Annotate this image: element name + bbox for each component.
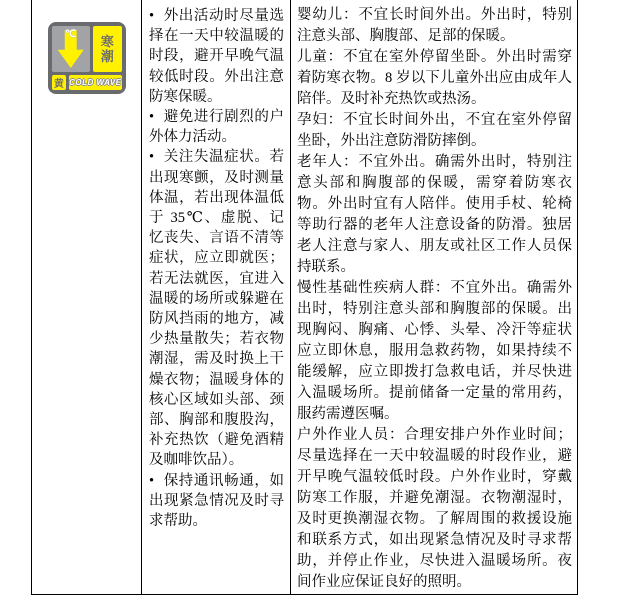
general-advice-text: 保持通讯畅通，如出现紧急情况及时寻求帮助。 (149, 472, 284, 530)
group-advice-paragraph (297, 47, 572, 110)
general-advice-text: 关注失温症状。若出现寒颤，及时测量体温，若出现体温低于 35℃、虚脱、记忆丧失、言语不清等症状，应立即就医；若无法就医，宜进入温暖的场所或躲避在防风挡雨的地方，减少热量散失；若衣物潮湿，需及时换上干燥衣物；温暖身体的核心区域如头部、颈部、胸部和腹股沟，补充热饮（避免酒精及咖啡饮品）。 (149, 149, 284, 469)
bullet-icon: • (149, 8, 155, 24)
bullet-icon: • (149, 472, 155, 489)
group-advice-text: 不宜长时间外出，不宜在室外停留坐卧，外出注意防滑防摔倒。 (297, 112, 573, 149)
group-name: 慢性基础性疾病人群 (297, 280, 435, 296)
group-separator: ： (388, 427, 405, 443)
group-name: 婴幼儿 (297, 7, 343, 23)
general-advice-item (149, 107, 284, 147)
group-separator: ： (327, 49, 343, 65)
cold-wave-english-label: COLD WAVE (69, 75, 121, 90)
group-separator: ： (434, 280, 451, 296)
group-advice-paragraph (297, 110, 572, 152)
group-advice-text: 不宜长时间外出。外出时，特别注意头部、胸腹部、足部的保暖。 (297, 7, 573, 44)
group-advice-paragraph (297, 425, 572, 593)
group-separator: ： (342, 7, 359, 23)
group-advice-text: 不宜外出。确需外出时，特别注意头部和胸腹部的保暖，需穿着防寒衣物。外出时宜有人陪伴。使用手杖、轮椅等助行器的老年人注意设备的防滑。独居老人注意与家人、朋友或社区工作人员保持联系。 (297, 154, 573, 275)
group-advice-text: 合理安排户外作业时间；尽量选择在一天中较温暖的时段作业，避开早晚气温较低时段。户外作业时，穿戴防寒工作服，并避免潮湿。衣物潮湿时，及时更换潮湿衣物。了解周围的救援设施和联系方式，如出现紧急情况及时寻求帮助，并停止作业，尽快进入温暖场所。夜间作业应保证良好的照明。 (297, 427, 573, 590)
group-advice-paragraph (297, 5, 572, 47)
group-separator: ： (342, 154, 359, 170)
general-advice-item (149, 6, 284, 107)
cold-wave-warning-icon (48, 22, 126, 94)
cold-wave-char-1: 寒 (100, 34, 114, 49)
cold-wave-char-2: 潮 (100, 49, 114, 64)
group-name: 儿童 (297, 49, 328, 65)
group-advice-text: 不宜外出。确需外出时，特别注意头部和胸腹部的保暖。出现胸闷、胸痛、心悸、头晕、冷汗等症状应立即休息，服用急救药物，如果持续不能缓解，应立即拨打急救电话，并尽快进入温暖场所。提前储备一定量的常用药，服药需遵医嘱。 (297, 280, 573, 422)
bullet-icon: • (149, 109, 155, 126)
group-advice-paragraph (297, 152, 572, 278)
general-advice-item (149, 471, 284, 532)
group-advice-text: 不宜在室外停留坐卧。外出时需穿着防寒衣物。8 岁以下儿童外出应由成年人陪伴。及时补充热饮或热汤。 (297, 49, 573, 107)
icon-bottom-row (52, 75, 122, 90)
group-name: 户外作业人员 (297, 427, 389, 443)
general-advice-text: 外出活动时尽量选择在一天中较温暖的时段，避开早晚气温较低时段。外出注意防寒保暖。 (149, 8, 284, 105)
group-advice-cell (291, 0, 577, 594)
cold-wave-title-cell (93, 26, 122, 72)
group-separator: ： (327, 112, 343, 128)
cold-wave-advice-table (31, 0, 578, 595)
degree-celsius-label: ℃ (65, 29, 77, 40)
general-advice-cell (142, 0, 291, 594)
group-name: 孕妇 (297, 112, 328, 128)
temperature-drop-cell (52, 26, 90, 72)
icon-top-row (52, 26, 122, 72)
alert-level-badge: 黄 (52, 75, 67, 90)
group-advice-paragraph (297, 278, 572, 425)
general-advice-item (149, 147, 284, 470)
bullet-icon: • (149, 149, 155, 166)
warning-icon-cell (32, 0, 142, 594)
general-advice-text: 避免进行剧烈的户外体力活动。 (149, 109, 284, 146)
group-name: 老年人 (297, 154, 343, 170)
